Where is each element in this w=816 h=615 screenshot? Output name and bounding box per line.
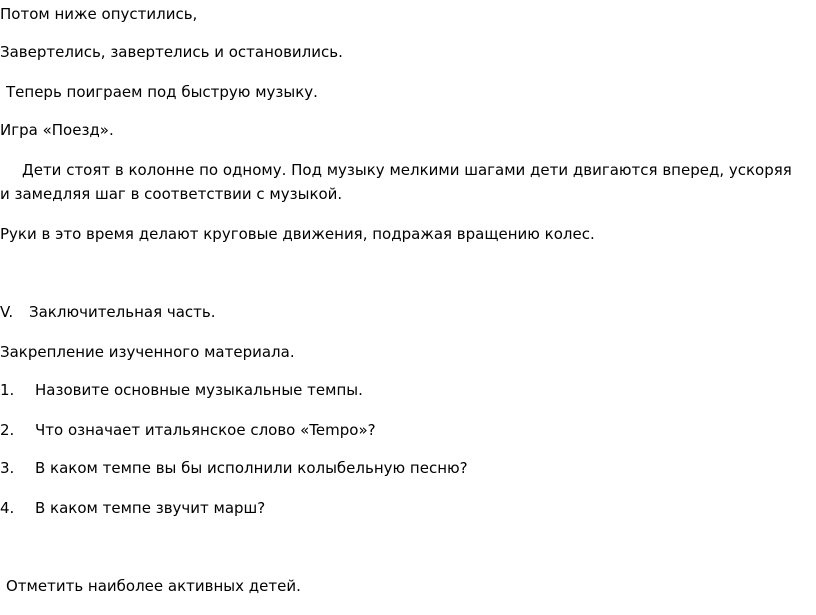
list-item-number: 3. (0, 459, 15, 477)
list-item-text: В каком темпе звучит марш? (35, 499, 266, 517)
text-line: Теперь поиграем под быструю музыку. (6, 83, 318, 101)
consolidation-line: Закрепление изученного материала. (0, 343, 295, 361)
list-item-text: Что означает итальянское слово «Tempo»? (35, 421, 376, 439)
text-line: Потом ниже опустились, (0, 5, 198, 23)
list-item-number: 2. (0, 421, 15, 439)
section-title: Заключительная часть. (29, 303, 216, 321)
list-item-number: 1. (0, 381, 15, 399)
list-item-text: В каком темпе вы бы исполнили колыбельную песню? (35, 459, 468, 477)
closing-line: Отметить наиболее активных детей. (6, 577, 301, 595)
list-item-number: 4. (0, 499, 15, 517)
list-item-text: Назовите основные музыкальные темпы. (35, 381, 363, 399)
text-line: Руки в это время делают круговые движения, подражая вращению колес. (0, 225, 595, 243)
text-line: и замедляя шаг в соответствии с музыкой. (0, 185, 343, 203)
section-number: V. (0, 303, 14, 321)
game-title: Игра «Поезд». (0, 121, 114, 139)
text-line: Дети стоят в колонне по одному. Под музыку мелкими шагами дети двигаются вперед, ускоряя (22, 161, 792, 179)
text-line: Завертелись, завертелись и остановились. (0, 43, 343, 61)
